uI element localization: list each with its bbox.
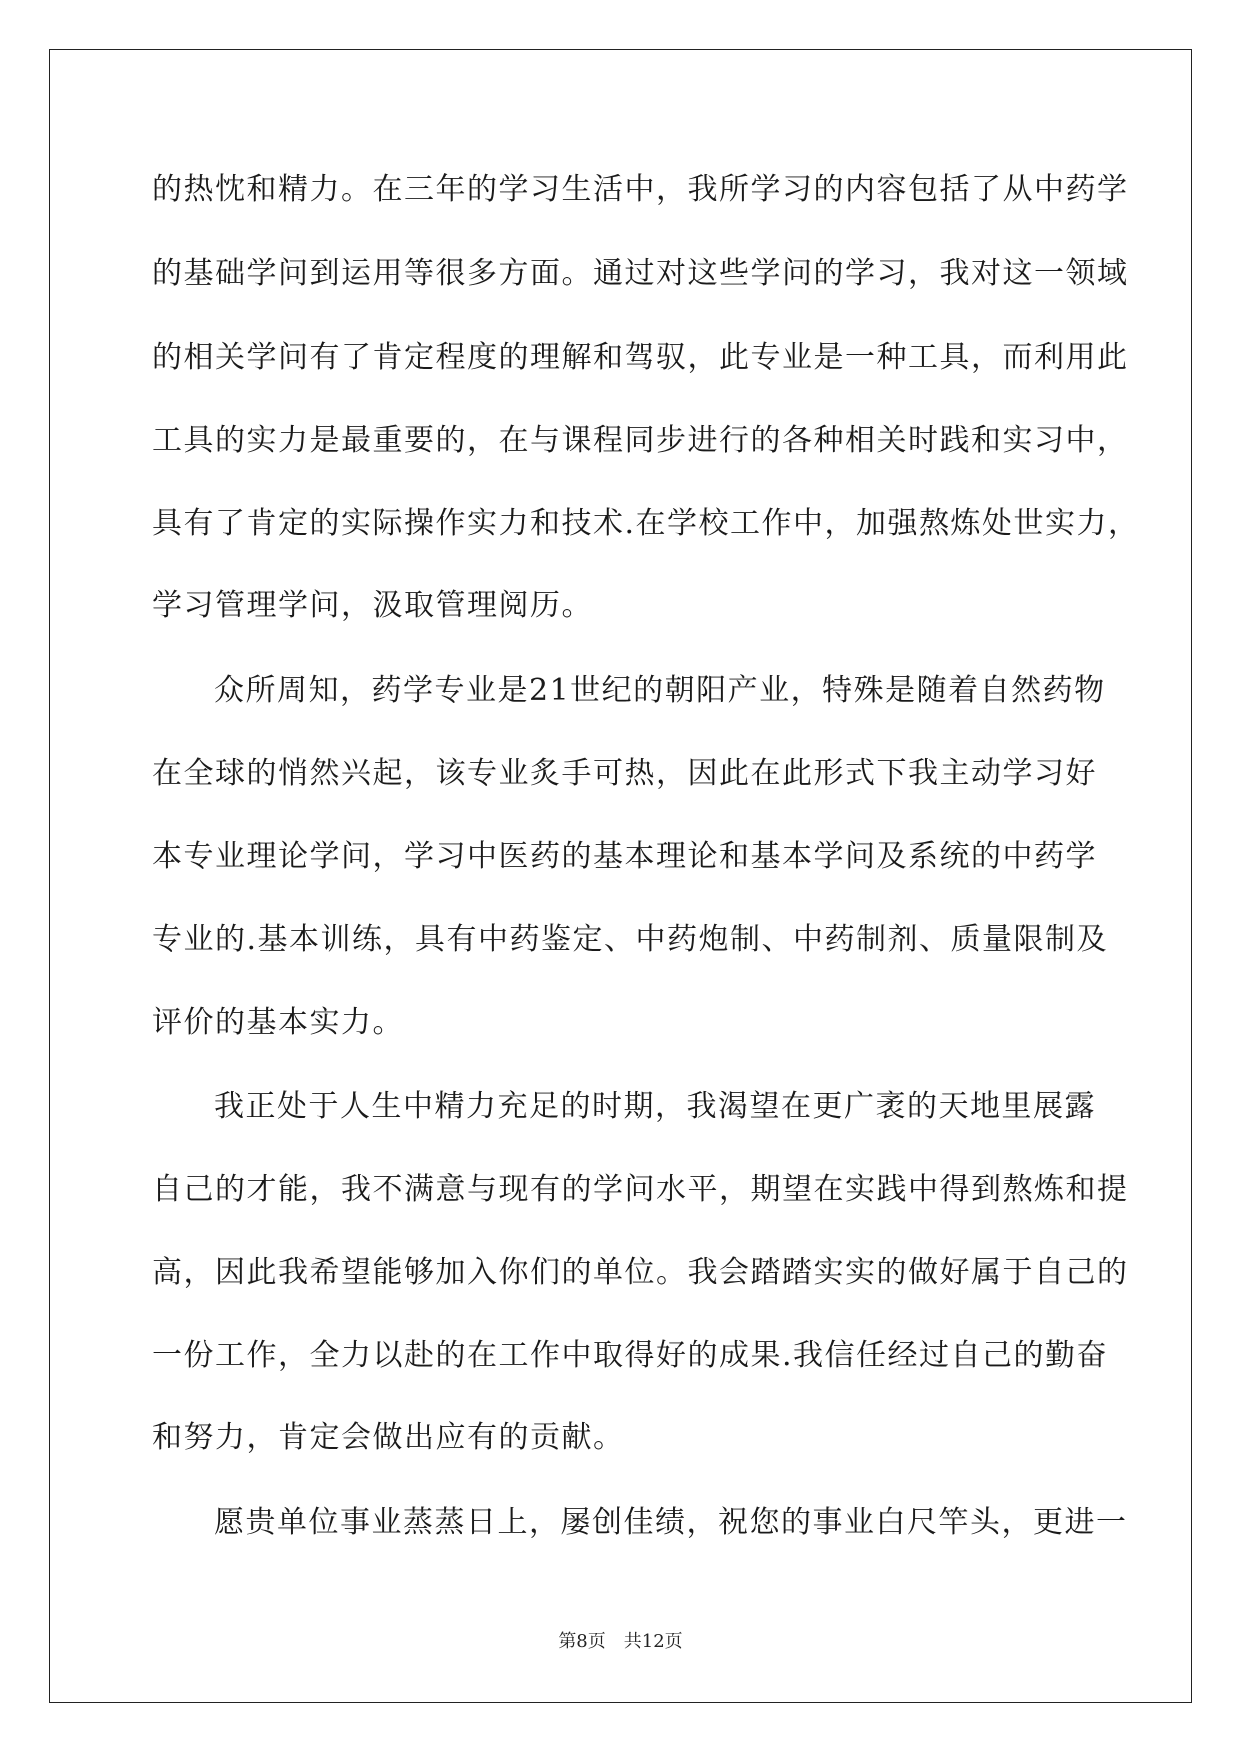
- page-number-current: 第8页: [558, 1631, 606, 1652]
- text-line: 一份工作，全力以赴的在工作中取得好的成果.我信任经过自己的勤奋: [152, 1338, 1109, 1373]
- paragraph-first-line: 愿贵单位事业蒸蒸日上，屡创佳绩，祝您的事业白尺竿头，更进一: [214, 1505, 1128, 1540]
- text-line: 评价的基本实力。: [152, 1005, 404, 1040]
- text-line: 在全球的悄然兴起，该专业炙手可热，因此在此形式下我主动学习好: [152, 756, 1097, 791]
- page-footer: [0, 1627, 1241, 1653]
- page-number-total: 共12页: [623, 1631, 683, 1652]
- text-line: 具有了肯定的实际操作实力和技术.在学校工作中，加强熬炼处世实力，: [152, 506, 1140, 541]
- text-line: 学习管理学问，汲取管理阅历。: [152, 588, 593, 623]
- text-line: 和努力，肯定会做出应有的贡献。: [152, 1420, 625, 1455]
- text-line: 专业的.基本训练，具有中药鉴定、中药炮制、中药制剂、质量限制及: [152, 922, 1109, 957]
- paragraph-first-line: 众所周知，药学专业是21世纪的朝阳产业，特殊是随着自然药物: [214, 673, 1106, 708]
- text-line: 自己的才能，我不满意与现有的学问水平，期望在实践中得到熬炼和提: [152, 1172, 1129, 1207]
- text-line: 的热忱和精力。在三年的学习生活中，我所学习的内容包括了从中药学: [152, 172, 1129, 207]
- text-line: 的相关学问有了肯定程度的理解和驾驭，此专业是一种工具，而利用此: [152, 340, 1129, 375]
- text-line: 高，因此我希望能够加入你们的单位。我会踏踏实实的做好属于自己的: [152, 1255, 1129, 1290]
- paragraph-first-line: 我正处于人生中精力充足的时期，我渴望在更广袤的天地里展露: [214, 1089, 1096, 1124]
- text-line: 的基础学问到运用等很多方面。通过对这些学问的学习，我对这一领域: [152, 256, 1129, 291]
- text-line: 工具的实力是最重要的，在与课程同步进行的各种相关时践和实习中，: [152, 423, 1129, 458]
- text-line: 本专业理论学问，学习中医药的基本理论和基本学问及系统的中药学: [152, 839, 1097, 874]
